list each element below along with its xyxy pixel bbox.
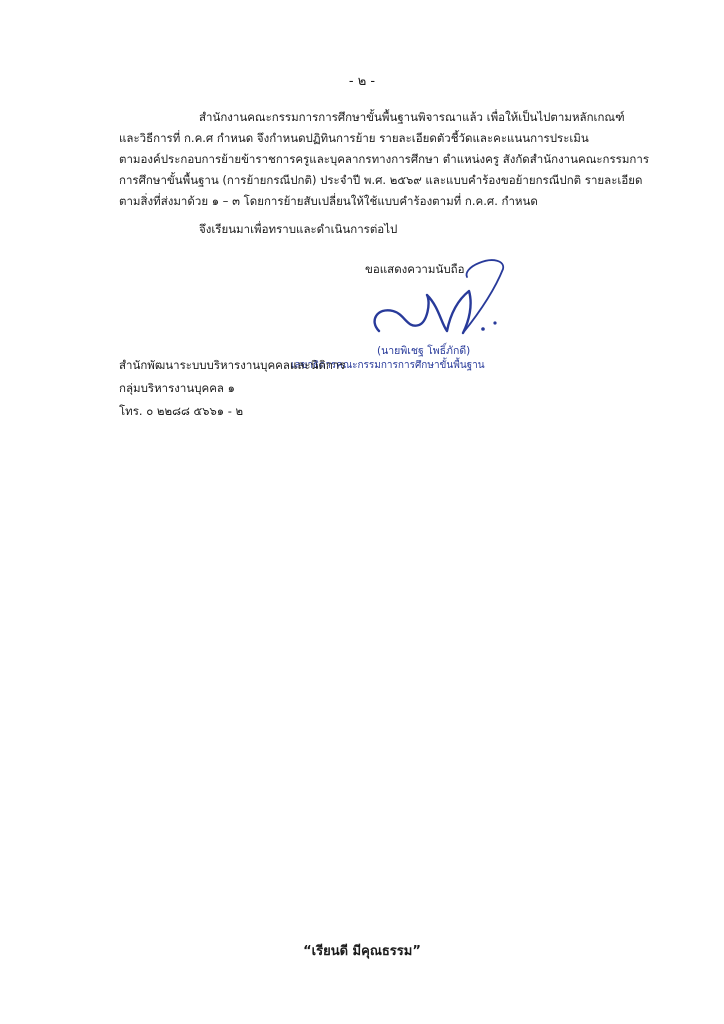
- body-line: ตามองค์ประกอบการย้ายข้าราชการครูและบุคลากรทางการศึกษา ตำแหน่งครู สังกัดสำนักงานคณะกรรมการ: [119, 152, 650, 166]
- body-line: ตามสิ่งที่ส่งมาด้วย ๑ – ๓ โดยการย้ายสับเปลี่ยนให้ใช้แบบคำร้องตามที่ ก.ค.ศ. กำหนด: [119, 194, 538, 208]
- regards-text: ขอแสดงความนับถือ: [365, 262, 465, 276]
- body-line: การศึกษาขั้นพื้นฐาน (การย้ายกรณีปกติ) ประจำปี พ.ศ. ๒๕๖๙ และแบบคำร้องขอย้ายกรณีปกติ รายละเอียด: [119, 173, 643, 187]
- body-paragraph: [119, 107, 650, 212]
- office-phone: โทร. ๐ ๒๒๘๘ ๕๖๖๑ - ๒: [119, 404, 244, 418]
- body-line: สำนักงานคณะกรรมการการศึกษาขั้นพื้นฐานพิจารณาแล้ว เพื่อให้เป็นไปตามหลักเกณฑ์: [199, 110, 625, 124]
- body-line: และวิธีการที่ ก.ค.ศ กำหนด จึงกำหนดปฏิทินการย้าย รายละเอียดตัวชี้วัดและคะแนนการประเมิน: [119, 131, 589, 145]
- office-name: สำนักพัฒนาระบบบริหารงานบุคคลและนิติการ: [119, 358, 346, 372]
- signer-position: เลขาธิการคณะกรรมการการศึกษาขั้นพื้นฐาน: [291, 360, 485, 371]
- closing-statement: จึงเรียนมาเพื่อทราบและดำเนินการต่อไป: [199, 222, 398, 236]
- office-group: กลุ่มบริหารงานบุคคล ๑: [119, 381, 235, 395]
- motto: “เรียนดี มีคุณธรรม”: [303, 944, 421, 959]
- signer-name: (นายพิเชฐ โพธิ์ภักดี): [377, 345, 471, 357]
- page-number: - ๒ -: [348, 74, 376, 89]
